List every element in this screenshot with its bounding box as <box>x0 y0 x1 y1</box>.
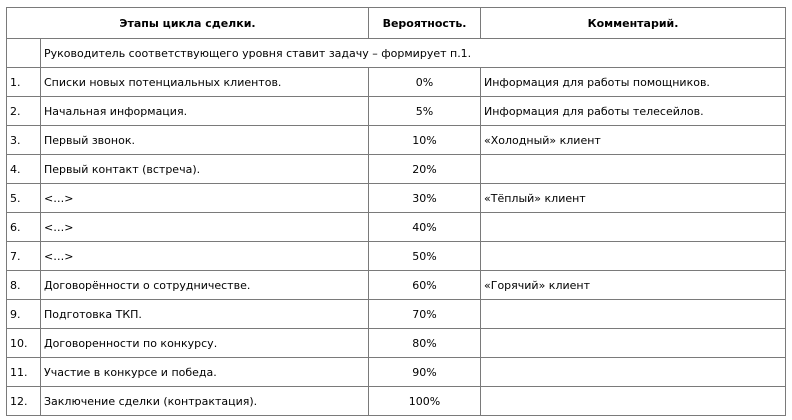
row-number: 8. <box>7 271 41 300</box>
table-row <box>7 97 786 126</box>
comment-cell: Информация для работы помощников. <box>481 68 786 97</box>
row-number: 5. <box>7 184 41 213</box>
comment-cell: «Холодный» клиент <box>481 126 786 155</box>
intro-num-cell <box>7 39 41 68</box>
comment-cell: «Тёплый» клиент <box>481 184 786 213</box>
table-row <box>7 184 786 213</box>
row-number: 2. <box>7 97 41 126</box>
deal-cycle-table <box>6 7 786 416</box>
probability-cell: 50% <box>369 242 481 271</box>
stage-cell: Заключение сделки (контрактация). <box>41 387 369 416</box>
table-row <box>7 271 786 300</box>
header-row <box>7 8 786 39</box>
row-number: 3. <box>7 126 41 155</box>
intro-text: Руководитель соответствующего уровня ставит задачу – формирует п.1. <box>41 39 786 68</box>
probability-cell: 30% <box>369 184 481 213</box>
comment-cell: Информация для работы телесейлов. <box>481 97 786 126</box>
stage-cell: <…> <box>41 213 369 242</box>
stage-cell: Участие в конкурсе и победа. <box>41 358 369 387</box>
header-comment: Комментарий. <box>481 8 786 39</box>
comment-cell <box>481 155 786 184</box>
probability-cell: 40% <box>369 213 481 242</box>
table-row <box>7 126 786 155</box>
stage-cell: Договорённости о сотрудничестве. <box>41 271 369 300</box>
probability-cell: 5% <box>369 97 481 126</box>
comment-cell <box>481 387 786 416</box>
comment-cell: «Горячий» клиент <box>481 271 786 300</box>
comment-cell <box>481 300 786 329</box>
probability-cell: 10% <box>369 126 481 155</box>
table-row <box>7 358 786 387</box>
stage-cell: Списки новых потенциальных клиентов. <box>41 68 369 97</box>
stage-cell: Первый контакт (встреча). <box>41 155 369 184</box>
stage-cell: <…> <box>41 242 369 271</box>
comment-cell <box>481 329 786 358</box>
row-number: 4. <box>7 155 41 184</box>
table-row <box>7 155 786 184</box>
probability-cell: 70% <box>369 300 481 329</box>
comment-cell <box>481 358 786 387</box>
stage-cell: Договоренности по конкурсу. <box>41 329 369 358</box>
row-number: 11. <box>7 358 41 387</box>
table-row <box>7 300 786 329</box>
header-stage: Этапы цикла сделки. <box>7 8 369 39</box>
intro-row <box>7 39 786 68</box>
table-row <box>7 68 786 97</box>
probability-cell: 100% <box>369 387 481 416</box>
stage-cell: Первый звонок. <box>41 126 369 155</box>
table-row <box>7 329 786 358</box>
row-number: 6. <box>7 213 41 242</box>
table-row <box>7 213 786 242</box>
row-number: 9. <box>7 300 41 329</box>
header-probability: Вероятность. <box>369 8 481 39</box>
probability-cell: 60% <box>369 271 481 300</box>
stage-cell: Начальная информация. <box>41 97 369 126</box>
stage-cell: <…> <box>41 184 369 213</box>
comment-cell <box>481 242 786 271</box>
probability-cell: 0% <box>369 68 481 97</box>
row-number: 10. <box>7 329 41 358</box>
probability-cell: 90% <box>369 358 481 387</box>
row-number: 7. <box>7 242 41 271</box>
table-row <box>7 242 786 271</box>
row-number: 1. <box>7 68 41 97</box>
probability-cell: 20% <box>369 155 481 184</box>
stage-cell: Подготовка ТКП. <box>41 300 369 329</box>
comment-cell <box>481 213 786 242</box>
table-row <box>7 387 786 416</box>
probability-cell: 80% <box>369 329 481 358</box>
row-number: 12. <box>7 387 41 416</box>
